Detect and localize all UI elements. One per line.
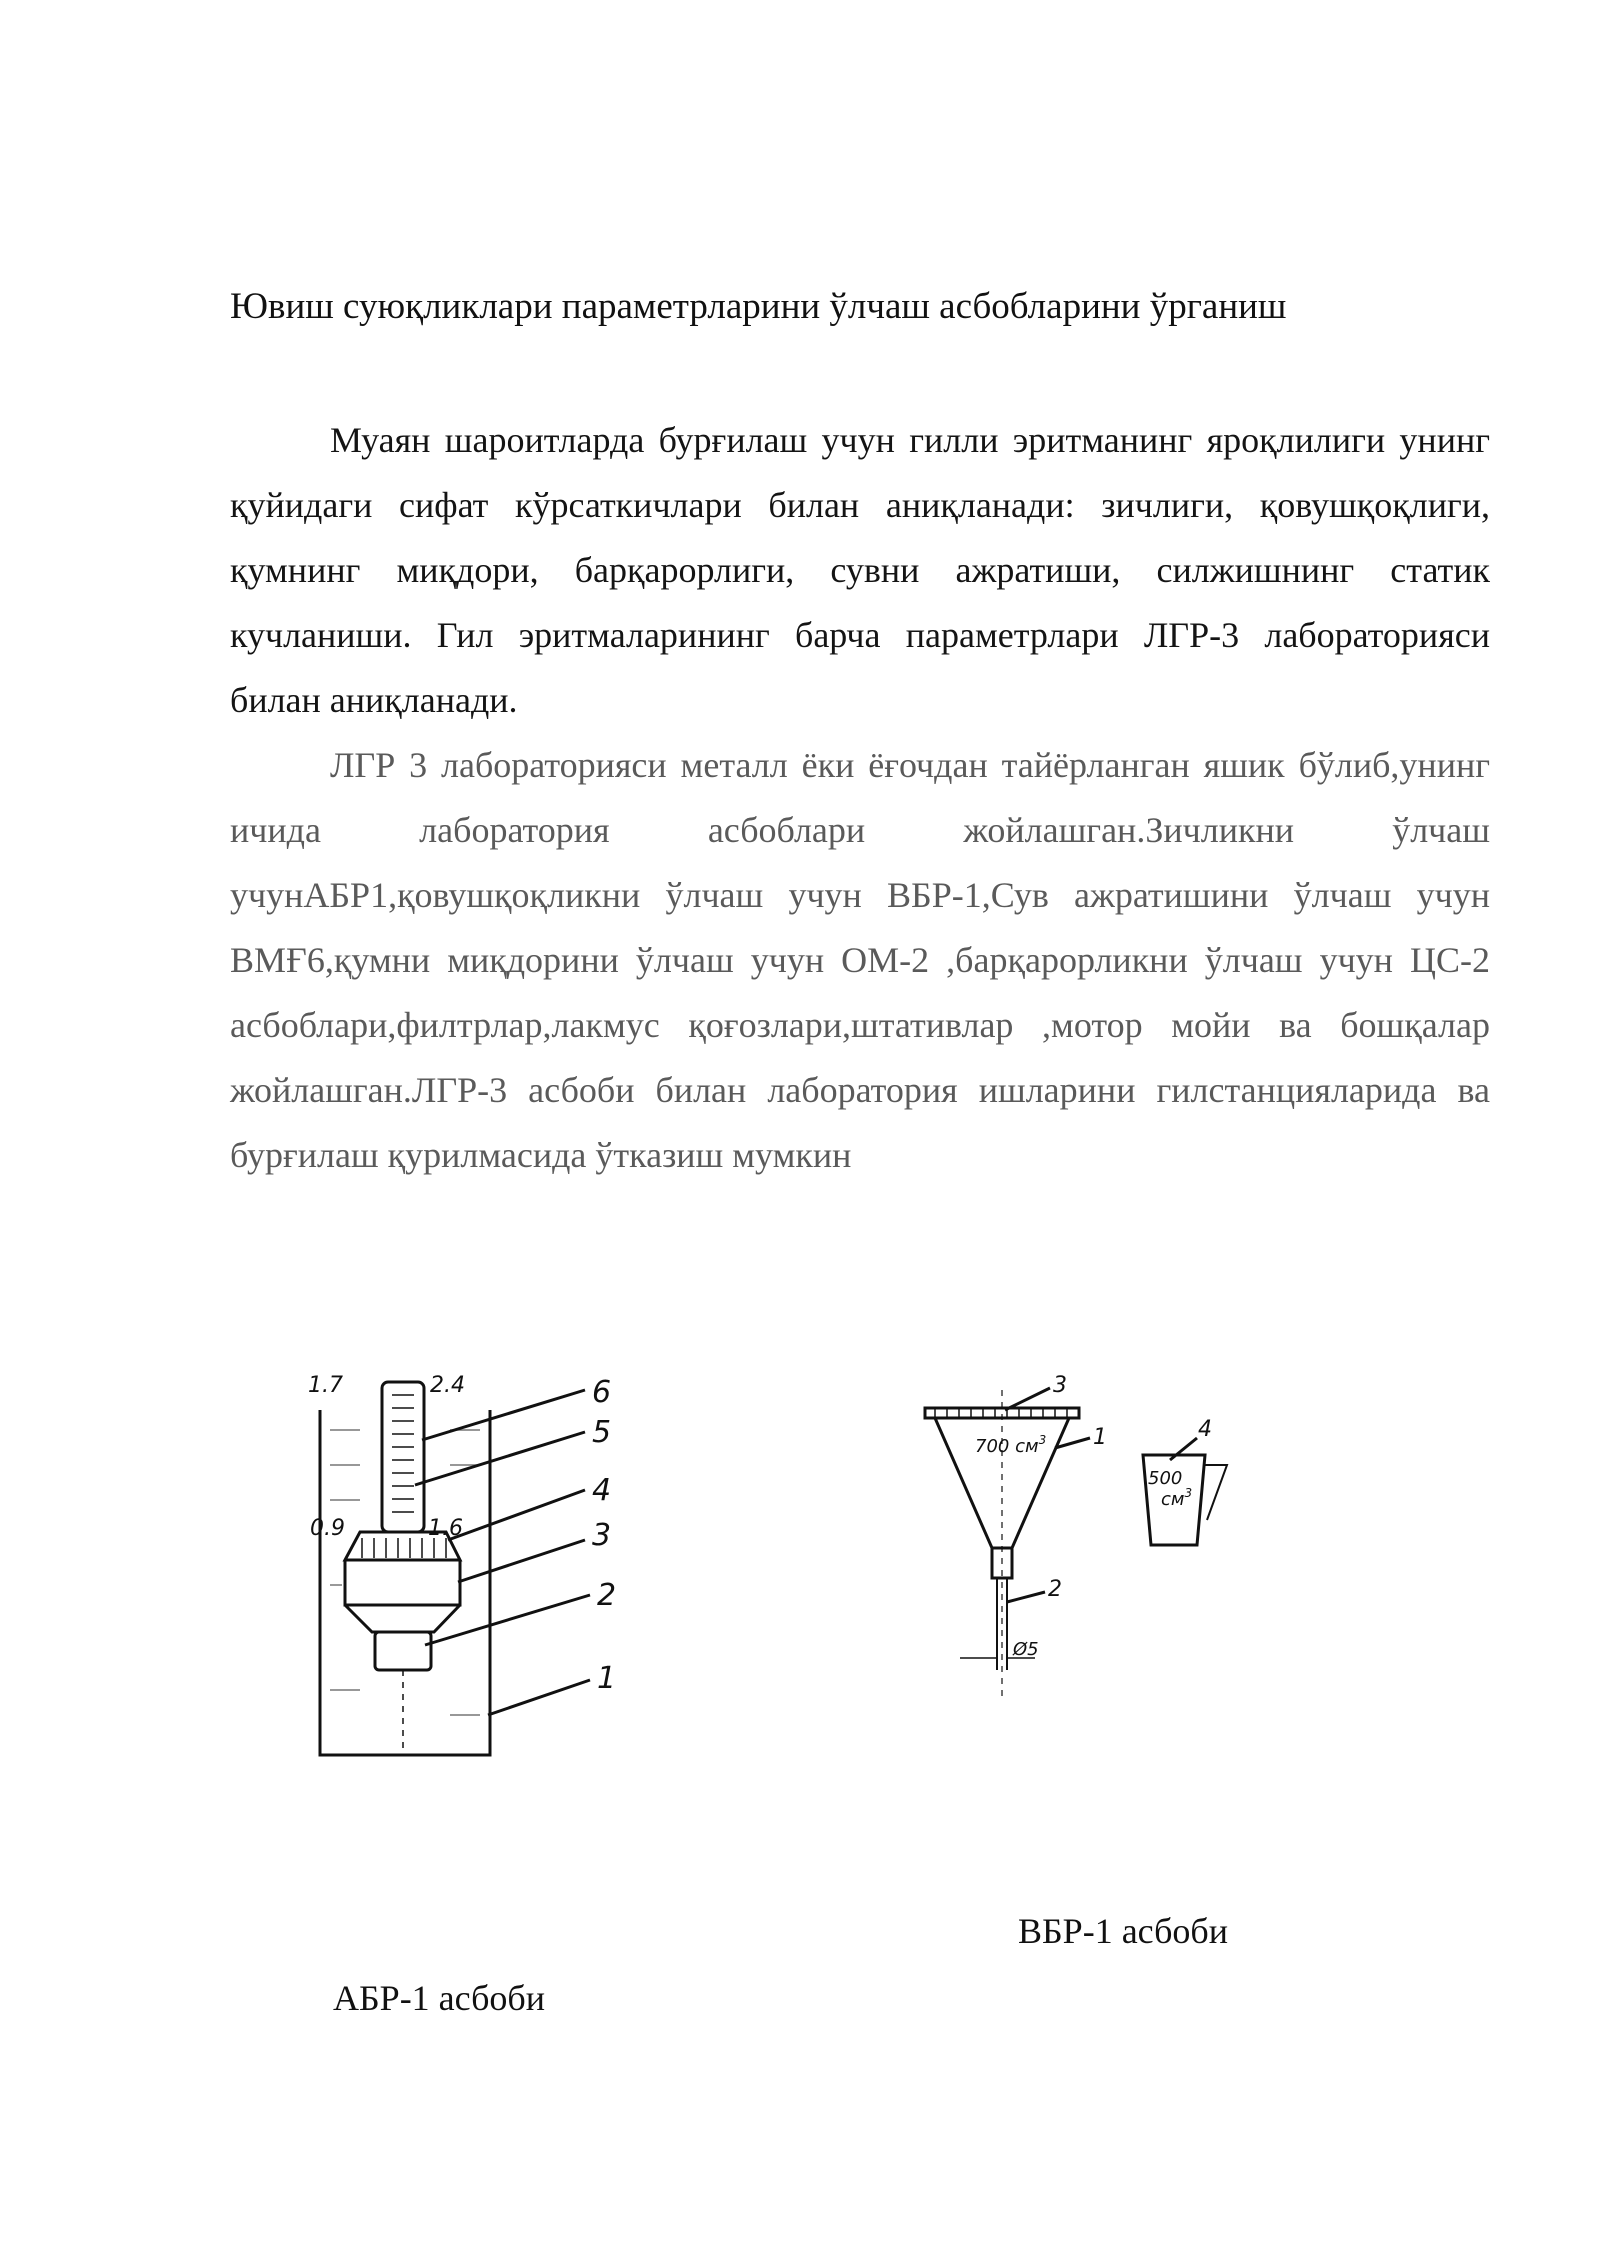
abr-scale-label-3: 0.9 <box>310 1516 345 1541</box>
document-title: Ювиш суюқликлари параметрларини ўлчаш асбобларини ўрганиш <box>230 286 1287 327</box>
abr-lower-cone <box>345 1605 460 1632</box>
vbr-cup-spout <box>1205 1465 1227 1520</box>
paragraph-intro: Муаян шароитларда бурғилаш учун гилли эритманинг яроқлилиги унинг қуйидаги сифат кўрсаткичлари билан аниқланади: зичлиги, қовушқоқлиги, қумнинг миқдори, барқарорлиги, сувни ажратиши, силжишнинг статик кучланиши. Гил эритмаларининг барча параметрлари ЛГР-3 лабораторияси билан аниқланади. <box>230 420 1490 720</box>
vbr-diameter-label: Ø5 <box>1013 1639 1039 1660</box>
abr-callout-6: 6 <box>592 1375 612 1410</box>
abr-scale-label-1: 1.7 <box>308 1373 343 1398</box>
abr-callout-3: 3 <box>592 1518 612 1553</box>
vbr-volume-label: 700 $см^3$ <box>975 1433 1047 1457</box>
vbr-callout-4: 4 <box>1198 1417 1212 1442</box>
abr-callout-2: 2 <box>597 1578 617 1613</box>
abr-callout-5: 5 <box>592 1415 612 1450</box>
vbr-caption: ВБР-1 асбоби <box>1018 1911 1228 1951</box>
vbr-1-drawing <box>915 1370 1275 1730</box>
vbr-cup-label-top: 500 <box>1148 1468 1183 1489</box>
abr-stem <box>382 1382 424 1532</box>
vbr-callout-2: 2 <box>1048 1577 1062 1602</box>
vbr-cup-label-bottom: $см^3$ <box>1161 1486 1193 1510</box>
abr-body <box>345 1560 460 1605</box>
abr-weight <box>375 1632 431 1670</box>
abr-1-drawing <box>300 1370 660 1790</box>
abr-scale-label-4: 1.6 <box>428 1516 463 1541</box>
vbr-callout-1: 1 <box>1093 1425 1107 1450</box>
paragraph-lgr3: ЛГР 3 лабораторияси металл ёки ёғочдан тайёрланган яшик бўлиб,унинг ичида лаборатория асбоблари жойлашган.Зичликни ўлчаш учунАБР1,қовушқоқликни ўлчаш учун ВБР-1,Сув ажратишини ўлчаш учун ВМҒ6,қумни миқдорини ўлчаш учун ОМ-2 ,барқарорликни ўлчаш учун ЦС-2 асбоблари,филтрлар,лакмус қоғозлари,штативлар ,мотор мойи ва бошқалар жойлашган.ЛГР-3 асбоби билан лаборатория ишларини гилстанцияларида ва бурғилаш қурилмасида ўтказиш мумкин <box>230 745 1490 1175</box>
abr-caption: АБР-1 асбоби <box>333 1978 545 2018</box>
abr-callout-1: 1 <box>597 1661 617 1696</box>
abr-callout-4: 4 <box>592 1473 612 1508</box>
abr-scale-label-2: 2.4 <box>430 1373 465 1398</box>
vbr-callout-3: 3 <box>1053 1373 1067 1398</box>
